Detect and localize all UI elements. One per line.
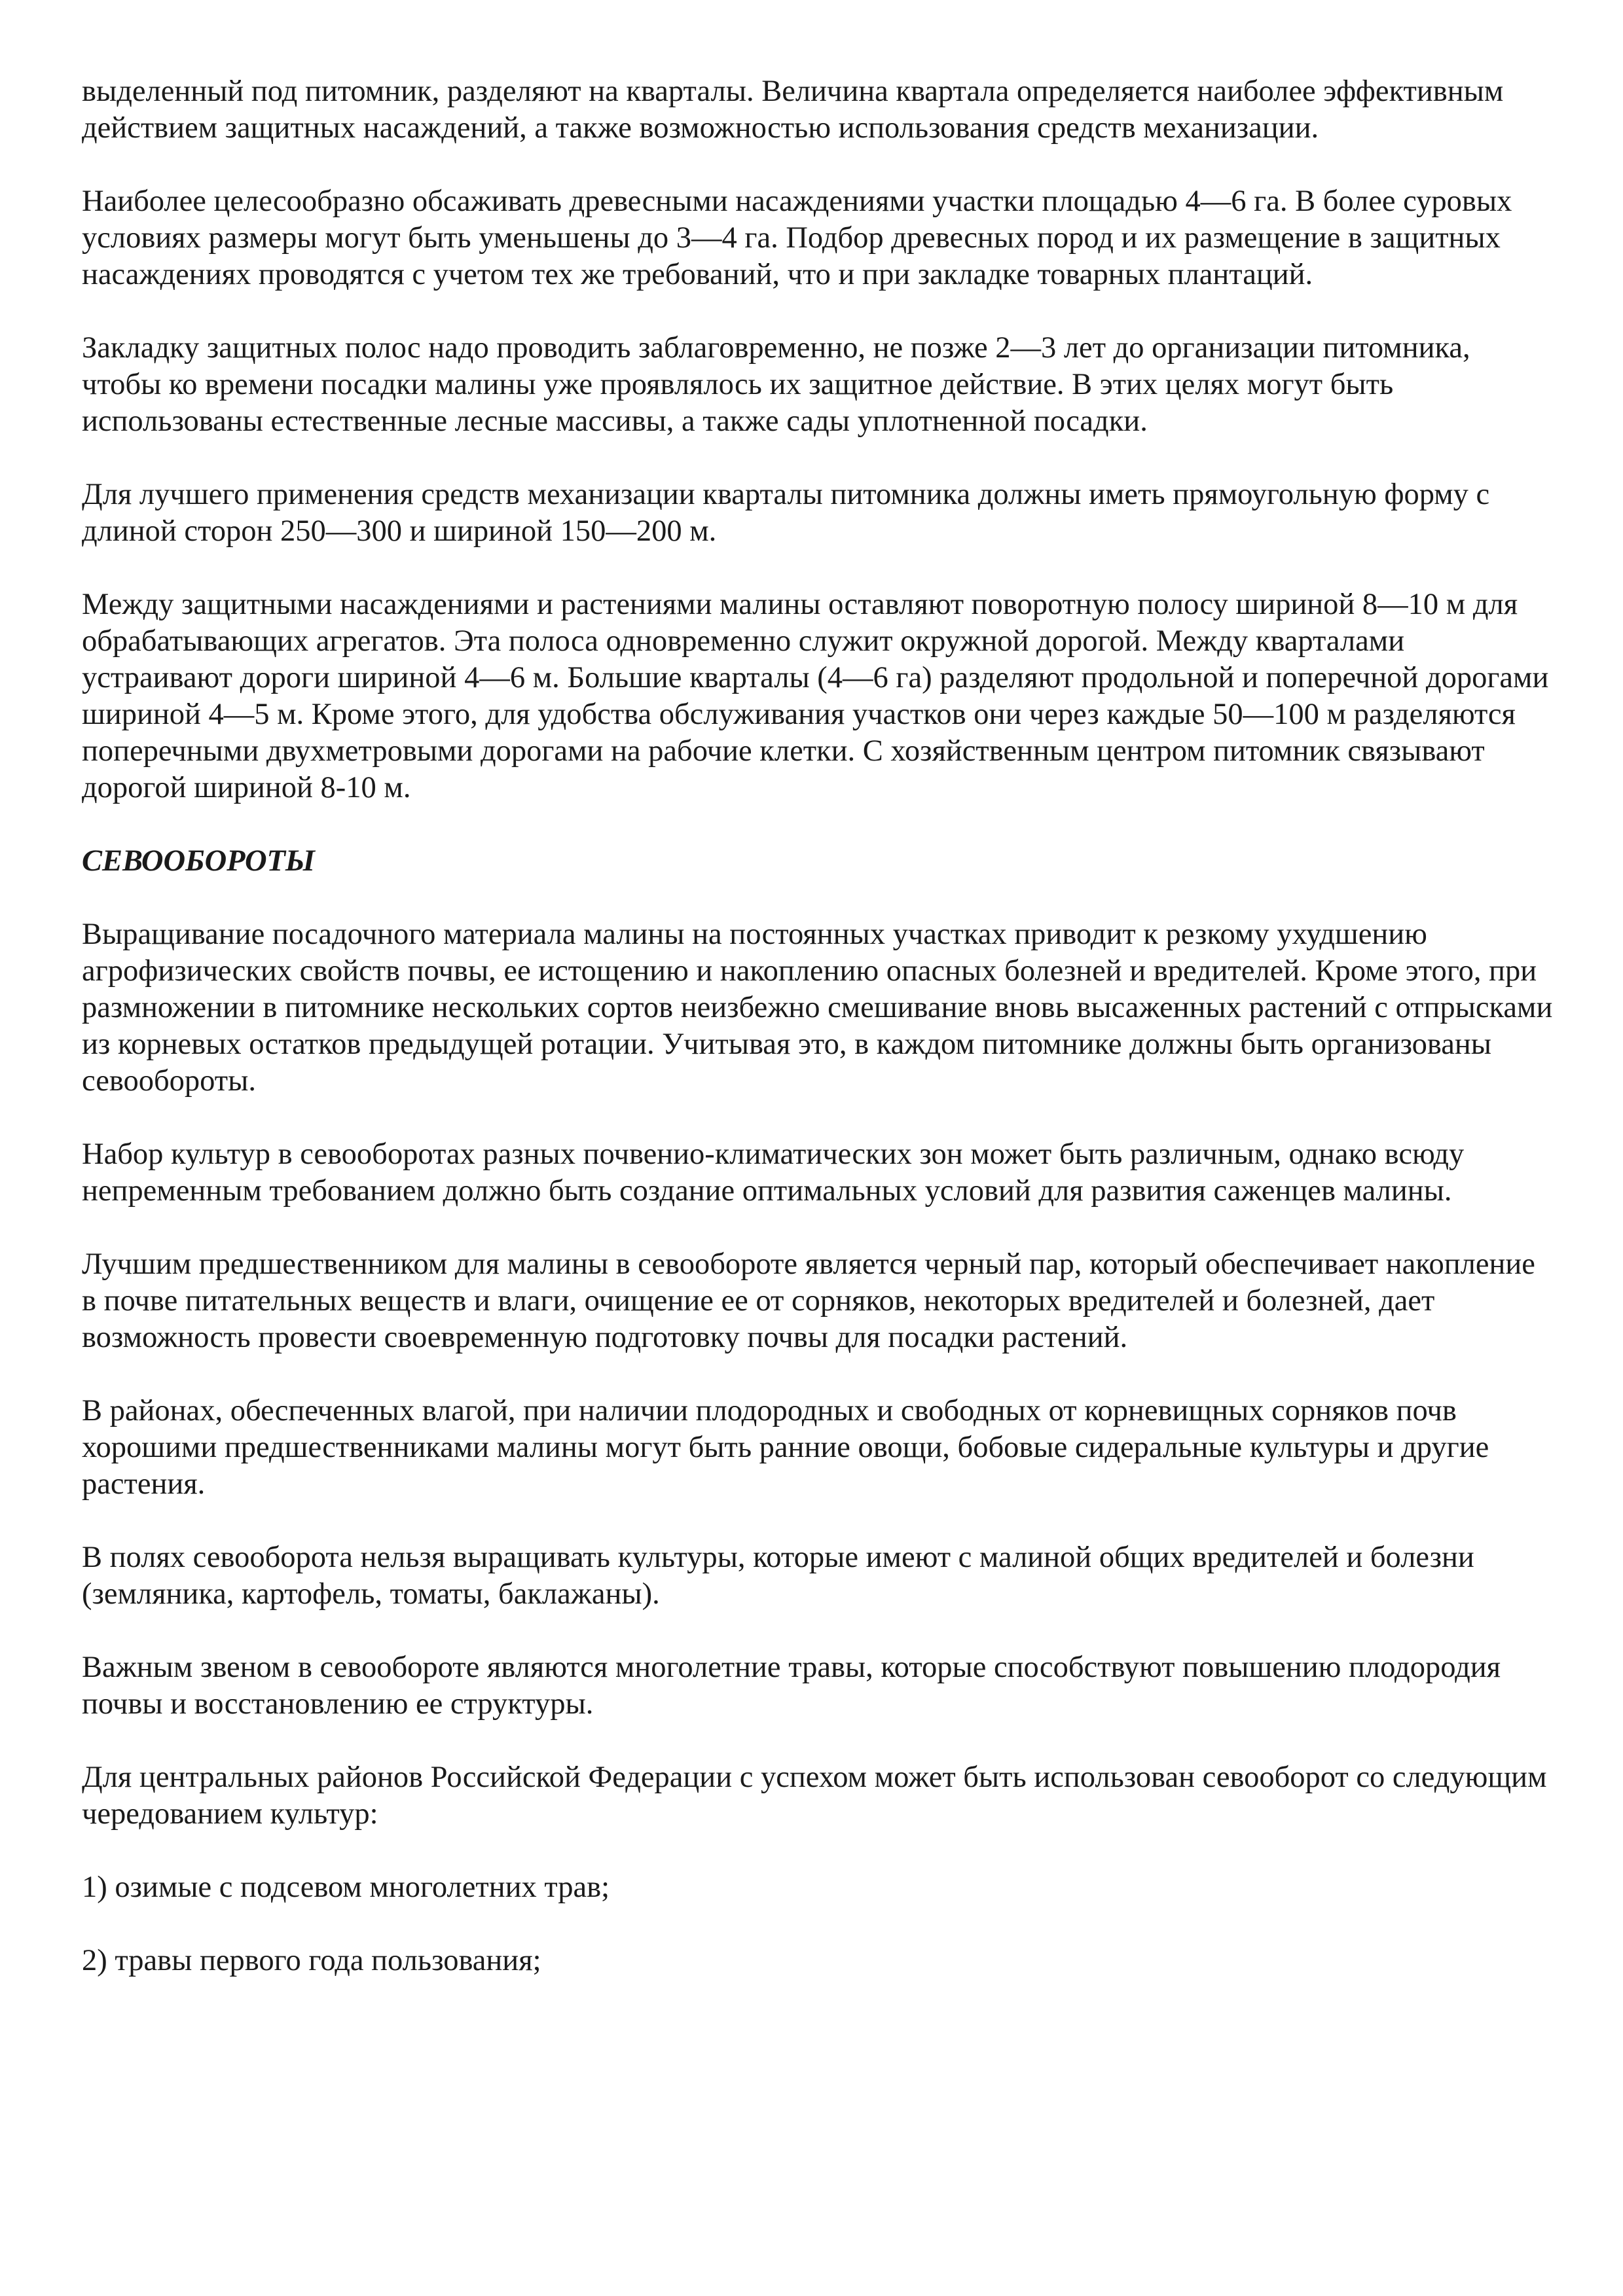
list-item-1: 1) озимые с подсевом многолетних трав; [82,1871,610,1904]
list-item-2: 2) травы первого года пользования; [82,1944,541,1977]
document-page [82,73,1555,2016]
paragraph-tsentralnye-rayony: Для центральных районов Российской Федерации с успехом может быть использован севооборот со следующим чередованием культур: [82,1761,1547,1831]
paragraph-forma-kvartalov: Для лучшего применения средств механизации кварталы питомника должны иметь прямоугольную форму с длиной сторон 250—300 и шириной 150—200 м. [82,478,1490,548]
paragraph-vyrashchivanie: Выращивание посадочного материала малины на постоянных участках приводит к резкому ухудшению агрофизических свойств почвы, ее истощению и накоплению опасных болезней и вредителей. Кроме этого, при размножении в питомнике нескольких сортов неизбежно смешивание вновь высаженных растений с отпрысками из корневых остатков предыдущей ротации. Учитывая это, в каждом питомнике должны быть организованы севообороты. [82,918,1553,1098]
paragraph-dorogi: Между защитными насаждениями и растениями малины оставляют поворотную полосу шириной 8—10 м для обрабатывающих агрегатов. Эта полоса одновременно служит окружной дорогой. Между кварталами устраивают дороги шириной 4—6 м. Большие кварталы (4—6 га) разделяют продольной и поперечной дорогами шириной 4—5 м. Кроме этого, для удобства обслуживания участков они через каждые 50—100 м разделяются поперечными двухметровыми дорогами на рабочие клетки. С хозяйственным центром питомник связывают дорогой шириной 8-10 м. [82,588,1549,804]
paragraph-chernyi-par: Лучшим предшественником для малины в севообороте является черный пар, который обеспечивает накопление в почве питательных веществ и влаги, очищение ее от сорняков, некоторых вредителей и болезней, дает возможность провести своевременную подготовку почвы для посадки растений. [82,1247,1535,1354]
paragraph-rayony: В районах, обеспеченных влагой, при наличии плодородных и свободных от корневищных сорняков почв хорошими предшественниками малины могут быть ранние овощи, бобовые сидеральные культуры и другие растения. [82,1394,1489,1501]
paragraph-travy: Важным звеном в севообороте являются многолетние травы, которые способствуют повышению плодородия почвы и восстановлению ее структуры. [82,1651,1501,1721]
paragraph-nabor-kultur: Набор культур в севооборотах разных почвенио-климатических зон может быть различным, однако всюду непременным требованием должно быть создание оптимальных условий для развития саженцев малины. [82,1138,1465,1208]
paragraph-kvartaly: выделенный под питомник, разделяют на кварталы. Величина квартала определяется наиболее эффективным действием защитных насаждений, а также возможностью использования средств механизации. [82,75,1504,145]
section-heading: СЕВООБОРОТЫ [82,844,315,878]
paragraph-obsazhivanie: Наиболее целесообразно обсаживать древесными насаждениями участки площадью 4—6 га. В более суровых условиях размеры могут быть уменьшены до 3—4 га. Подбор древесных пород и их размещение в защитных насаждениях проводятся с учетом тех же требований, что и при закладке товарных плантаций. [82,185,1512,291]
paragraph-zakladka-polos: Закладку защитных полос надо проводить заблаговременно, не позже 2—3 лет до организации питомника, чтобы ко времени посадки малины уже проявлялось их защитное действие. В этих целях могут быть использованы естественные лесные массивы, а также сады уплотненной посадки. [82,331,1470,438]
paragraph-nelzya: В полях севооборота нельзя выращивать культуры, которые имеют с малиной общих вредителей и болезни (земляника, картофель, томаты, баклажаны). [82,1541,1474,1611]
